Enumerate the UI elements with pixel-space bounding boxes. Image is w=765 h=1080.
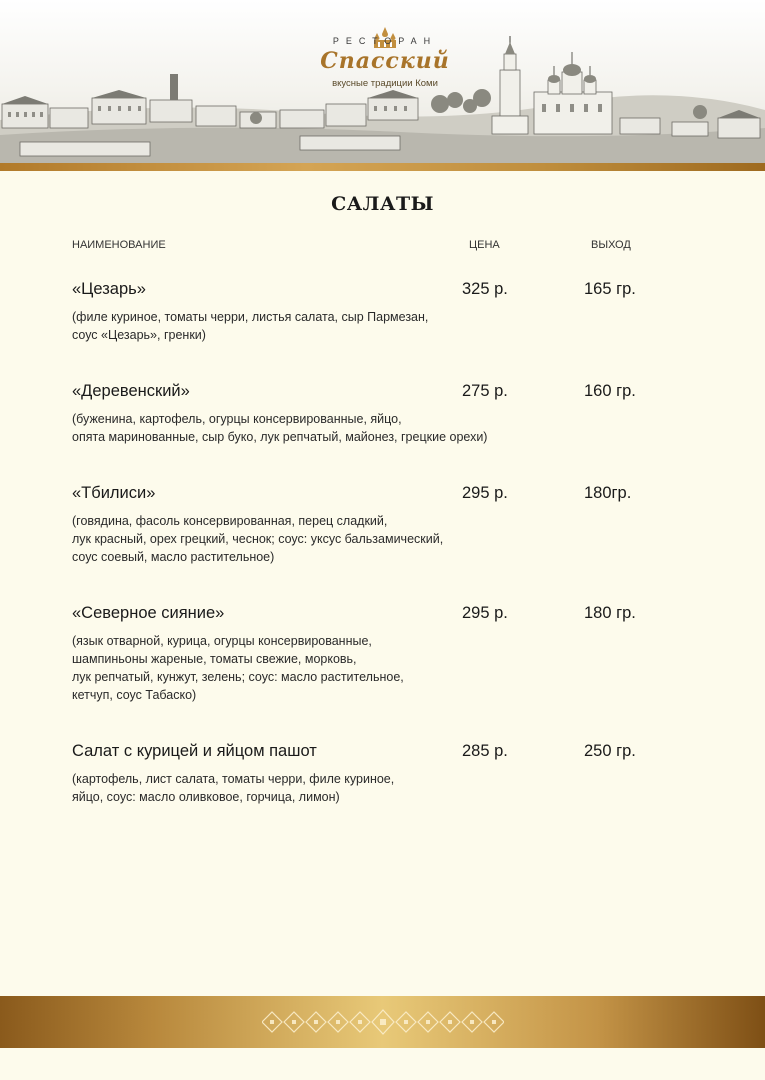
menu-item-name: «Деревенский» — [72, 382, 190, 400]
page-title: САЛАТЫ — [331, 193, 434, 215]
description-line: лук красный, орех грецкий, чеснок; соус: уксус бальзамический, — [72, 532, 444, 546]
menu-item-name: Салат с курицей и яйцом пашот — [72, 742, 317, 760]
restaurant-logo — [305, 22, 465, 92]
menu-item-price: 295 р. — [462, 484, 508, 502]
description-line: соус соевый, масло растительное) — [72, 550, 275, 564]
menu-item-yield: 180гр. — [584, 484, 632, 502]
header-divider — [0, 163, 765, 171]
menu-item-yield: 250 гр. — [584, 742, 636, 760]
column-header-price: ЦЕНА — [469, 239, 500, 251]
description-line: опята маринованные, сыр буко, лук репчатый, майонез, грецкие орехи) — [72, 430, 488, 444]
description-line: лук репчатый, кунжут, зелень; соус: масло растительное, — [72, 670, 404, 684]
menu-item-price: 325 р. — [462, 280, 508, 298]
description-line: (филе куриное, томаты черри, листья салата, сыр Пармезан, — [72, 310, 429, 324]
description-line: (буженина, картофель, огурцы консервированные, яйцо, — [72, 412, 402, 426]
description-line: соус «Цезарь», гренки) — [72, 328, 206, 342]
menu-item-price: 275 р. — [462, 382, 508, 400]
menu-item-name: «Цезарь» — [72, 280, 146, 298]
menu-item-name: «Тбилиси» — [72, 484, 156, 502]
footer-band — [0, 996, 765, 1048]
logo-name: Спасский — [320, 48, 450, 74]
logo-top-text: РЕСТОРАН — [332, 36, 438, 46]
description-line: (картофель, лист салата, томаты черри, филе куриное, — [72, 772, 395, 786]
description-line: шампиньоны жареные, томаты свежие, морковь, — [72, 652, 357, 666]
menu-item-yield: 160 гр. — [584, 382, 636, 400]
column-header-yield: ВЫХОД — [591, 239, 631, 251]
menu-item-name: «Северное сияние» — [72, 604, 225, 622]
description-line: (язык отварной, курица, огурцы консервированные, — [72, 634, 372, 648]
menu-item-yield: 180 гр. — [584, 604, 636, 622]
menu-item-description — [72, 632, 404, 704]
menu-item-description — [72, 308, 428, 344]
description-line: яйцо, соус: масло оливковое, горчица, лимон) — [72, 790, 340, 804]
menu-item-description — [72, 770, 394, 806]
column-header-name: НАИМЕНОВАНИЕ — [72, 239, 166, 251]
logo-subtitle: вкусные традиции Коми — [332, 78, 438, 89]
description-line: (говядина, фасоль консервированная, перец сладкий, — [72, 514, 388, 528]
menu-item-price: 285 р. — [462, 742, 508, 760]
menu-item-price: 295 р. — [462, 604, 508, 622]
menu-item-description — [72, 410, 487, 446]
description-line: кетчуп, соус Табаско) — [72, 688, 197, 702]
menu-item-description — [72, 512, 443, 566]
header-banner — [0, 0, 765, 163]
menu-item-yield: 165 гр. — [584, 280, 636, 298]
ornament-pattern-icon — [262, 1004, 504, 1040]
